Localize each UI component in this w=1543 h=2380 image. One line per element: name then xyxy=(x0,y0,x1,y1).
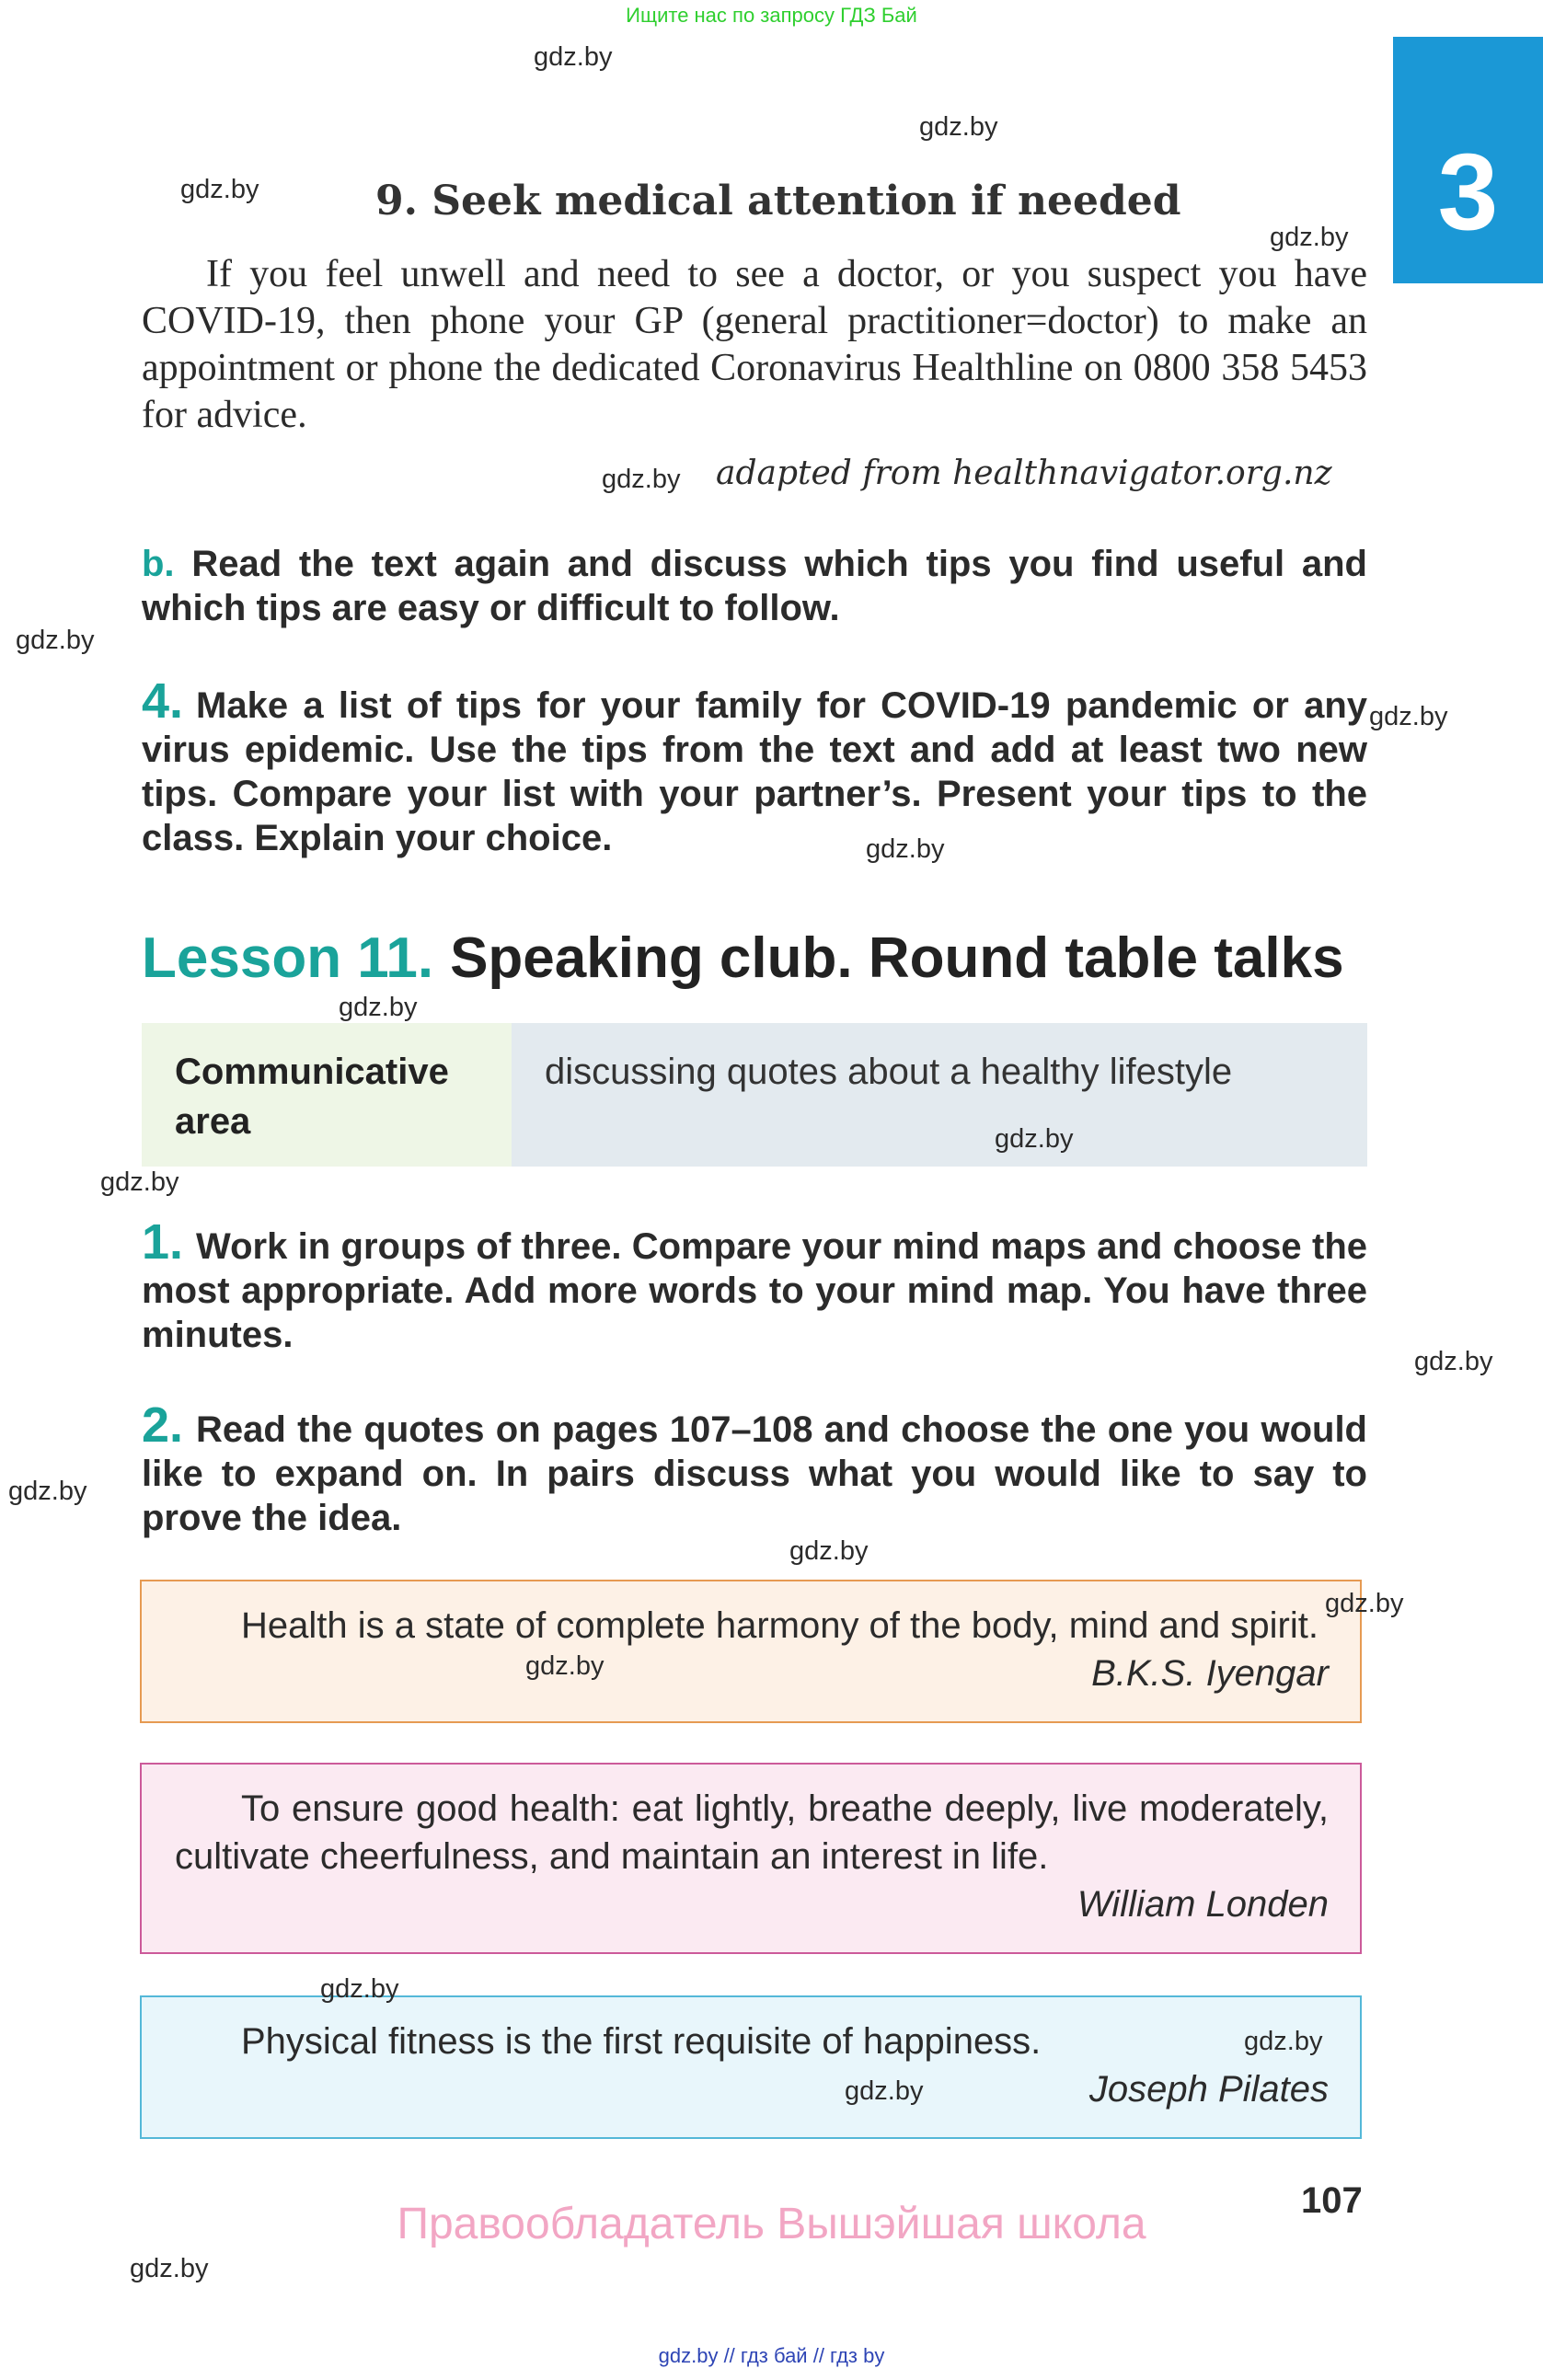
watermark: gdz.by xyxy=(1244,2027,1323,2056)
communicative-area-description-cell xyxy=(512,1023,1367,1167)
quote-box-londen xyxy=(140,1763,1362,1954)
watermark: gdz.by xyxy=(1369,702,1448,731)
task-1 xyxy=(142,1214,1367,1357)
task-1-text: Work in groups of three. Compare your mind maps and choose the most appropriate. Add more words to your mind map. You have three minutes. xyxy=(142,1226,1367,1355)
watermark: gdz.by xyxy=(8,1477,87,1506)
watermark: gdz.by xyxy=(1325,1589,1404,1618)
copyright-notice: Правообладатель Вышэйшая школа xyxy=(397,2200,1146,2248)
watermark: gdz.by xyxy=(339,993,418,1022)
tip-heading: 9. Seek medical attention if needed xyxy=(375,178,1181,224)
quote-author: Joseph Pilates xyxy=(1088,2069,1329,2110)
quote-text: To ensure good health: eat lightly, breathe deeply, live moderately, cultivate cheerfulness, and maintain an interest in life. xyxy=(175,1788,1329,1877)
page-number: 107 xyxy=(1301,2180,1363,2221)
communicative-area-label: Communicative area xyxy=(175,1052,449,1142)
watermark: gdz.by xyxy=(320,1974,399,2004)
watermark: gdz.by xyxy=(845,2076,924,2106)
watermark: gdz.by xyxy=(180,175,259,204)
watermark: gdz.by xyxy=(130,2254,209,2283)
task-2-number: 2. xyxy=(142,1397,184,1453)
watermark: gdz.by xyxy=(16,626,95,655)
chapter-number: 3 xyxy=(1437,132,1499,253)
watermark: gdz.by xyxy=(602,465,681,494)
quote-text: Health is a state of complete harmony of the body, mind and spirit. xyxy=(241,1605,1318,1646)
quote-author: B.K.S. Iyengar xyxy=(1091,1653,1329,1694)
quote-author: William Londen xyxy=(1077,1884,1329,1925)
lesson-name: Speaking club. Round table talks xyxy=(450,926,1344,990)
top-banner: Ищите нас по запросу ГДЗ Бай xyxy=(626,4,917,27)
watermark: gdz.by xyxy=(866,834,945,864)
watermark: gdz.by xyxy=(1270,223,1349,252)
task-2 xyxy=(142,1397,1367,1540)
watermark: gdz.by xyxy=(534,42,613,72)
communicative-area-description: discussing quotes about a healthy lifestyle xyxy=(545,1052,1233,1092)
task-2-text: Read the quotes on pages 107–108 and choose the one you would like to expand on. In pairs discuss what you would like to say to prove the idea. xyxy=(142,1409,1367,1538)
watermark: gdz.by xyxy=(919,112,998,142)
tip-text: If you feel unwell and need to see a doctor, or you suspect you have COVID-19, then phone your GP (general practitioner=doctor) to make an appointment or phone the dedicated Coronavirus Healthline on 0800 358 5453 for advice. xyxy=(142,253,1367,436)
watermark: gdz.by xyxy=(100,1167,179,1197)
quote-box-pilates xyxy=(140,1995,1362,2139)
watermark: gdz.by xyxy=(995,1124,1074,1154)
task-4-number: 4. xyxy=(142,673,184,729)
watermark: gdz.by xyxy=(1414,1347,1493,1376)
task-1-number: 1. xyxy=(142,1214,184,1270)
task-b-label: b. xyxy=(142,544,175,584)
footer-links[interactable]: gdz.by // гдз бай // гдз by xyxy=(658,2344,885,2367)
chapter-tab xyxy=(1393,37,1543,283)
lesson-title xyxy=(142,926,1344,991)
task-4-text: Make a list of tips for your family for COVID-19 pandemic or any virus epidemic. Use the tips from the text and add at least two new tips. Compare your list with your partner’s. Present your tips to the class. Explain your choice. xyxy=(142,685,1367,858)
watermark: gdz.by xyxy=(789,1536,869,1566)
communicative-area-label-cell xyxy=(142,1023,512,1167)
task-b xyxy=(142,542,1367,630)
quote-box-iyengar xyxy=(140,1580,1362,1723)
watermark: gdz.by xyxy=(525,1651,605,1681)
source-citation: adapted from healthnavigator.org.nz xyxy=(716,454,1332,492)
quote-text: Physical fitness is the first requisite of happiness. xyxy=(241,2021,1042,2062)
task-4 xyxy=(142,673,1367,860)
task-b-text: Read the text again and discuss which tips you find useful and which tips are easy or difficult to follow. xyxy=(142,544,1367,628)
lesson-number: Lesson 11. xyxy=(142,926,434,990)
